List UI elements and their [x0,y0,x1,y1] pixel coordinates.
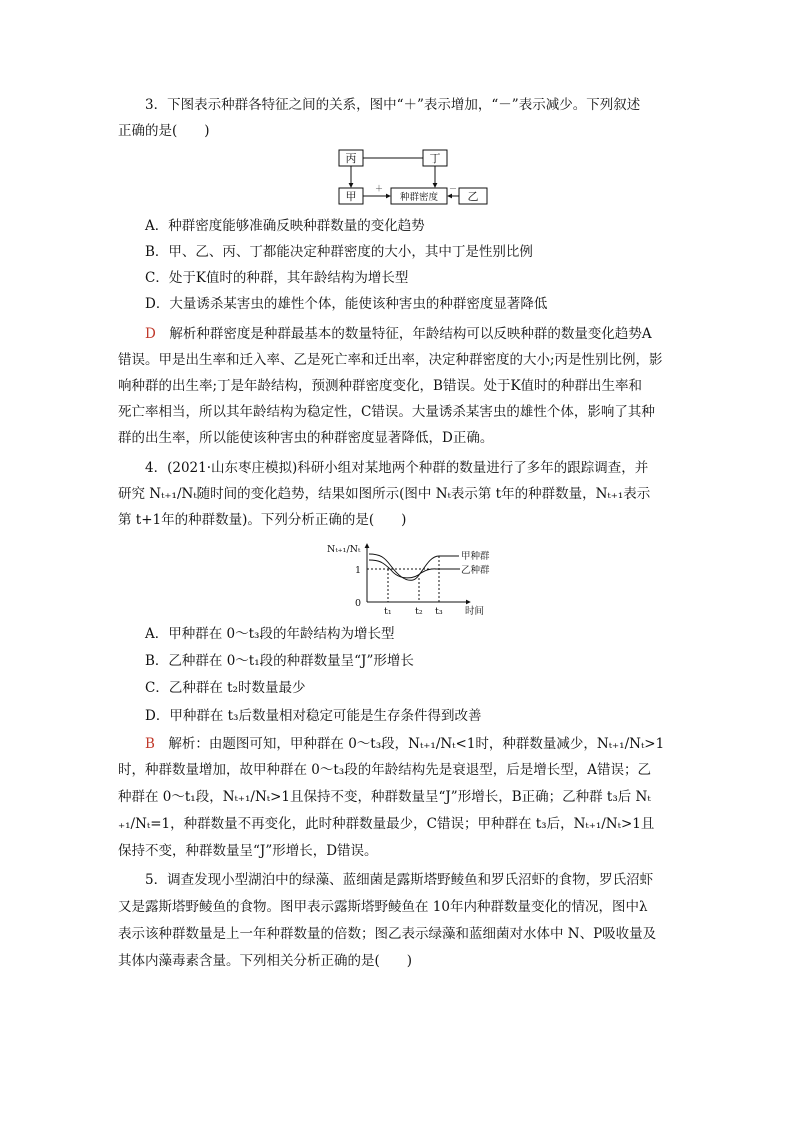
x-tick-t1: t₁ [384,606,392,617]
series-jia-line [369,554,459,580]
q5-stem-line2: 又是露斯塔野鲮鱼的食物。图甲表示露斯塔野鲮鱼在 10年内种群数量变化的情况，图中λ [118,899,648,915]
q3-option-d: D．大量诱杀某害虫的雄性个体，能使该种害虫的种群密度显著降低 [145,296,548,312]
x-tick-t3: t₃ [435,606,443,617]
q3-option-b: B．甲、乙、丙、丁都能决定种群密度的大小，其中丁是性别比例 [145,244,533,260]
q3-stem-line2: 正确的是( ) [118,123,210,139]
q4-option-a: A．甲种群在 0～t₃段的年龄结构为增长型 [145,626,395,642]
q3-option-c: C．处于K值时的种群，其年龄结构为增长型 [145,270,409,286]
label-ding: 丁 [429,152,441,165]
x-axis-label: 时间 [465,606,485,617]
y-axis-label: Nₜ₊₁/Nₜ [327,544,361,555]
q3-option-a: A．种群密度能够准确反映种群数量的变化趋势 [145,218,425,234]
legend-yi: 乙种群 [461,565,490,576]
q4-explanation-line5: 保持不变，种群数量呈“J”形增长，D错误。 [118,843,378,859]
q3-explanation-line3: 响种群的出生率;丁是年龄结构，预测种群密度变化，B错误。处于K值时的种群出生率和 [118,378,643,394]
q5-stem-line1: 5．调查发现小型湖泊中的绿藻、蓝细菌是露斯塔野鲮鱼和罗氏沼虾的食物，罗氏沼虾 [145,872,654,888]
q4-explanation-line2: 时，种群数量增加，故甲种群在 0～t₃段的年龄结构先是衰退型，后是增长型，A错误；乙 [118,762,651,778]
q4-explanation-line4: ₊₁/Nₜ=1，种群数量不再变化，此时种群数量最少，C错误；甲种群在 t₃后，Nₜ₊₁/Nₜ>1且 [118,816,655,832]
q4-stem-line1: 4．(2021·山东枣庄模拟)科研小组对某地两个种群的数量进行了多年的跟踪调查，并 [145,460,649,476]
q4-explanation-line1: B 解析：由题图可知，甲种群在 0～t₃段，Nₜ₊₁/Nₜ<1时，种群数量减少，Nₜ₊₁/Nₜ>1 [145,736,665,752]
label-bing: 丙 [345,152,357,165]
q3-relationship-diagram [335,146,495,208]
label-minus: － [449,184,457,193]
series-yi-line [369,560,459,578]
x-tick-t2: t₂ [415,606,423,617]
y-tick-1: 1 [355,565,362,576]
q3-explanation-line4: 死亡率相当，所以其年龄结构为稳定性，C错误。大量诱杀某害虫的雄性个体，影响了其种 [118,404,655,420]
q4-explanation-line3: 种群在 0～t₁段，Nₜ₊₁/Nₜ>1且保持不变，种群数量呈“J”形增长，B正确；乙种群 t₃后 Nₜ [118,789,651,805]
q4-option-c: C．乙种群在 t₂时数量最少 [145,680,306,696]
q4-option-b: B．乙种群在 0～t₁段的种群数量呈“J”形增长 [145,653,414,669]
q3-answer-letter: D [145,326,156,342]
q3-stem-line1: 3．下图表示种群各特征之间的关系，图中“＋”表示增加，“－”表示减少。下列叙述 [145,97,641,113]
label-yi: 乙 [467,190,479,203]
q5-stem-line4: 其体内藻毒素含量。下列相关分析正确的是( ) [118,953,413,969]
q4-option-d: D．甲种群在 t₃后数量相对稳定可能是生存条件得到改善 [145,708,482,724]
y-tick-0: 0 [355,598,362,609]
q5-stem-line3: 表示该种群数量是上一年种群数量的倍数；图乙表示绿藻和蓝细菌对水体中 N、P吸收量及 [118,926,657,942]
q3-explanation-line5: 群的出生率，所以能使该种害虫的种群密度显著降低，D正确。 [118,430,494,446]
label-jia: 甲 [345,190,357,203]
q4-answer-letter: B [145,736,155,752]
q4-chart [325,540,505,618]
legend-jia: 甲种群 [461,551,490,562]
q3-explanation-line1: D 解析种群密度是种群最基本的数量特征，年龄结构可以反映种群的数量变化趋势A [145,326,652,342]
q3-explanation-line2: 错误。甲是出生率和迁入率、乙是死亡率和迁出率，决定种群密度的大小;丙是性别比例，影 [118,352,663,368]
q4-stem-line2: 研究 Nₜ₊₁/Nₜ随时间的变化趋势，结果如图所示(图中 Nₜ表示第 t年的种群数量，Nₜ₊₁表示 [118,486,651,502]
label-plus: ＋ [375,184,383,193]
q4-stem-line3: 第 t+1年的种群数量)。下列分析正确的是( ) [118,512,407,528]
label-density: 种群密度 [399,192,439,203]
